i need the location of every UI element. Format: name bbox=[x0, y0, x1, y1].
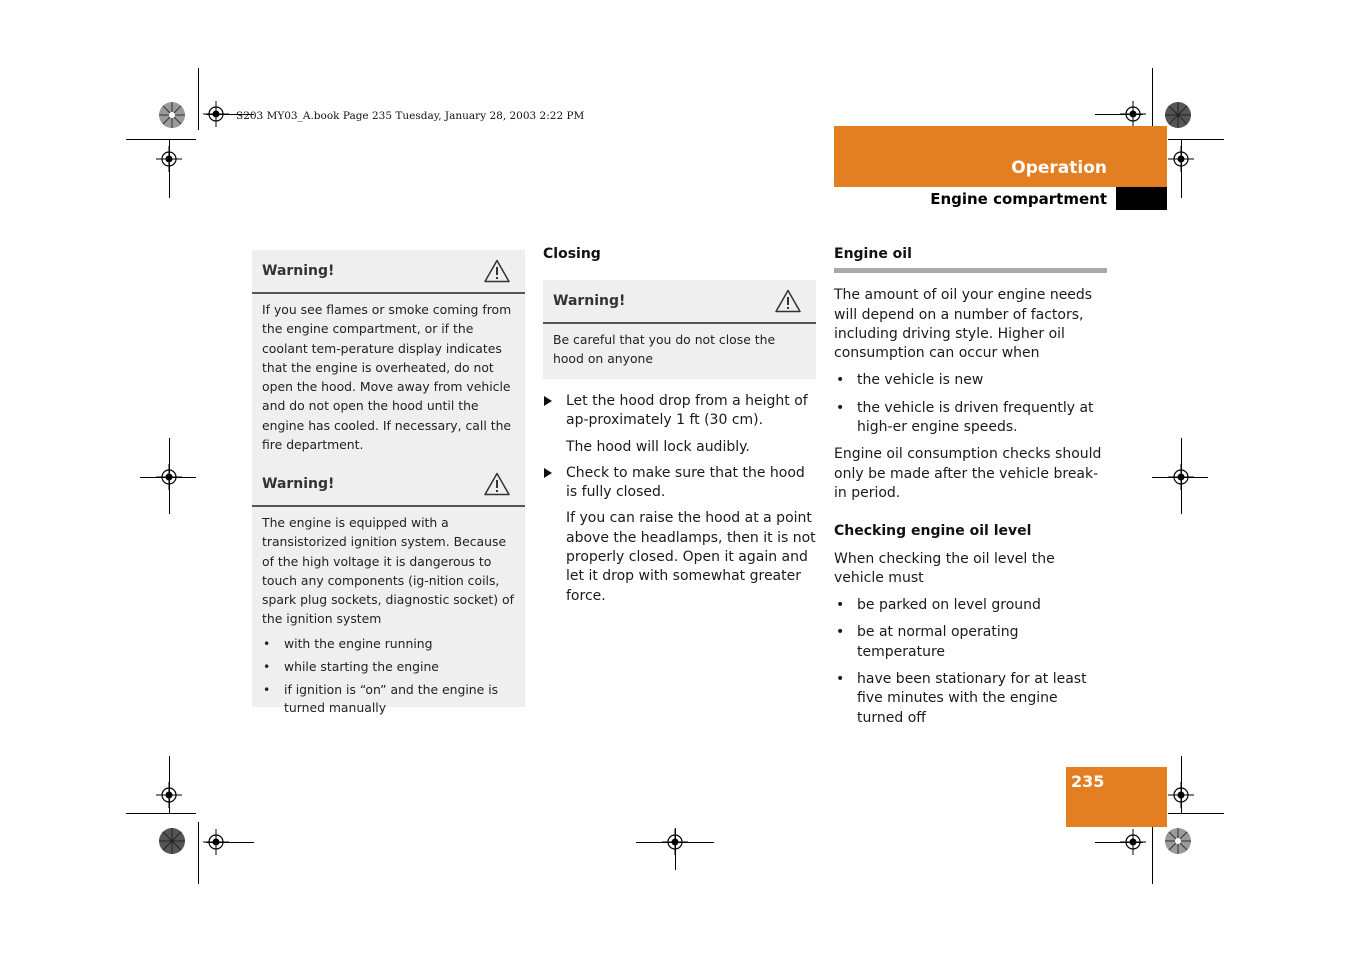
registration-mark-icon bbox=[662, 829, 688, 855]
warning-text: The engine is equipped with a transistorized ignition system. Because of the high voltage it is dangerous to touch any components (ig-nition coils, spark plug sockets, diagnostic socket) of the ignition system bbox=[262, 515, 514, 627]
color-rosette-icon bbox=[1164, 101, 1192, 129]
warning-title: Warning! bbox=[262, 476, 335, 492]
heading-rule bbox=[834, 268, 1107, 273]
list-item: • with the engine running bbox=[262, 635, 515, 653]
warning-title: Warning! bbox=[553, 293, 626, 309]
registration-mark-icon bbox=[156, 146, 182, 172]
closing-heading: Closing bbox=[543, 246, 601, 262]
check-oil-intro: When checking the oil level the vehicle must bbox=[834, 550, 1055, 586]
engine-oil-note: Engine oil consumption checks should only be made after the vehicle break-in period. bbox=[834, 446, 1102, 501]
subsection-marker bbox=[1116, 187, 1167, 210]
closing-steps bbox=[543, 392, 816, 613]
list-item: • while starting the engine bbox=[262, 658, 515, 676]
list-item: • the vehicle is new bbox=[834, 371, 1107, 390]
color-rosette-icon bbox=[158, 101, 186, 129]
step-arrow-icon bbox=[544, 468, 552, 478]
list-item: • be parked on level ground bbox=[834, 596, 1107, 615]
registration-mark-icon bbox=[1168, 782, 1194, 808]
section-title: Operation bbox=[1011, 158, 1107, 178]
check-conditions-list bbox=[834, 596, 1107, 728]
step-note: If you can raise the hood at a point above the headlamps, then it is not properly closed. Open it again and let it drop with somewhat greater force. bbox=[566, 510, 816, 604]
warning-box bbox=[543, 280, 816, 379]
warning-body: If you see flames or smoke coming from the engine compartment, or if the coolant tem-perature display indicates that the engine is overheated, do not open the hood. Move away from vehicle and do not open the hood until the engine has cooled. If necessary, call the fire department. bbox=[262, 302, 512, 453]
registration-mark-icon bbox=[1168, 146, 1194, 172]
list-item: • be at normal operating temperature bbox=[834, 623, 1107, 662]
step-text: Let the hood drop from a height of ap-proximately 1 ft (30 cm). bbox=[566, 393, 808, 429]
warning-title: Warning! bbox=[262, 263, 335, 279]
engine-oil-heading: Engine oil bbox=[834, 246, 912, 262]
warning-triangle-icon bbox=[775, 289, 801, 313]
warning-header bbox=[543, 280, 816, 324]
engine-oil-intro: The amount of oil your engine needs will depend on a number of factors, including driving style. Higher oil consumption can occur when bbox=[834, 287, 1093, 362]
instruction-step bbox=[543, 392, 816, 431]
instruction-step bbox=[543, 464, 816, 503]
registration-mark-icon bbox=[203, 829, 229, 855]
consumption-list bbox=[834, 371, 1107, 437]
registration-mark-icon bbox=[156, 782, 182, 808]
registration-mark-icon bbox=[156, 464, 182, 490]
color-rosette-icon bbox=[158, 827, 186, 855]
closing-section bbox=[543, 245, 816, 264]
color-rosette-icon bbox=[1164, 827, 1192, 855]
warning-header bbox=[252, 463, 525, 507]
registration-mark-icon bbox=[1120, 829, 1146, 855]
step-result: The hood will lock audibly. bbox=[566, 438, 750, 455]
page-number: 235 bbox=[1071, 772, 1105, 791]
registration-mark-icon bbox=[1120, 101, 1146, 127]
warning-body: Be careful that you do not close the hood on anyone bbox=[553, 332, 776, 367]
list-item: • if ignition is “on” and the engine is turned manually bbox=[262, 681, 515, 717]
registration-mark-icon bbox=[203, 101, 229, 127]
warning-triangle-icon bbox=[484, 259, 510, 283]
check-oil-heading: Checking engine oil level bbox=[834, 523, 1032, 540]
step-text: Check to make sure that the hood is fully closed. bbox=[566, 464, 805, 501]
print-info: S203 MY03_A.book Page 235 Tuesday, January 28, 2003 2:22 PM bbox=[236, 110, 585, 122]
warning-triangle-icon bbox=[484, 472, 510, 496]
step-arrow-icon bbox=[544, 396, 552, 406]
list-item: • have been stationary for at least five minutes with the engine turned off bbox=[834, 670, 1107, 728]
warning-box bbox=[252, 250, 525, 464]
subsection-title: Engine compartment bbox=[930, 190, 1107, 208]
list-item: • the vehicle is driven frequently at high-er engine speeds. bbox=[834, 399, 1107, 438]
warning-box bbox=[252, 463, 525, 715]
registration-mark-icon bbox=[1168, 464, 1194, 490]
engine-oil-section bbox=[834, 245, 1107, 736]
warning-header bbox=[252, 250, 525, 294]
warning-body bbox=[252, 507, 525, 732]
